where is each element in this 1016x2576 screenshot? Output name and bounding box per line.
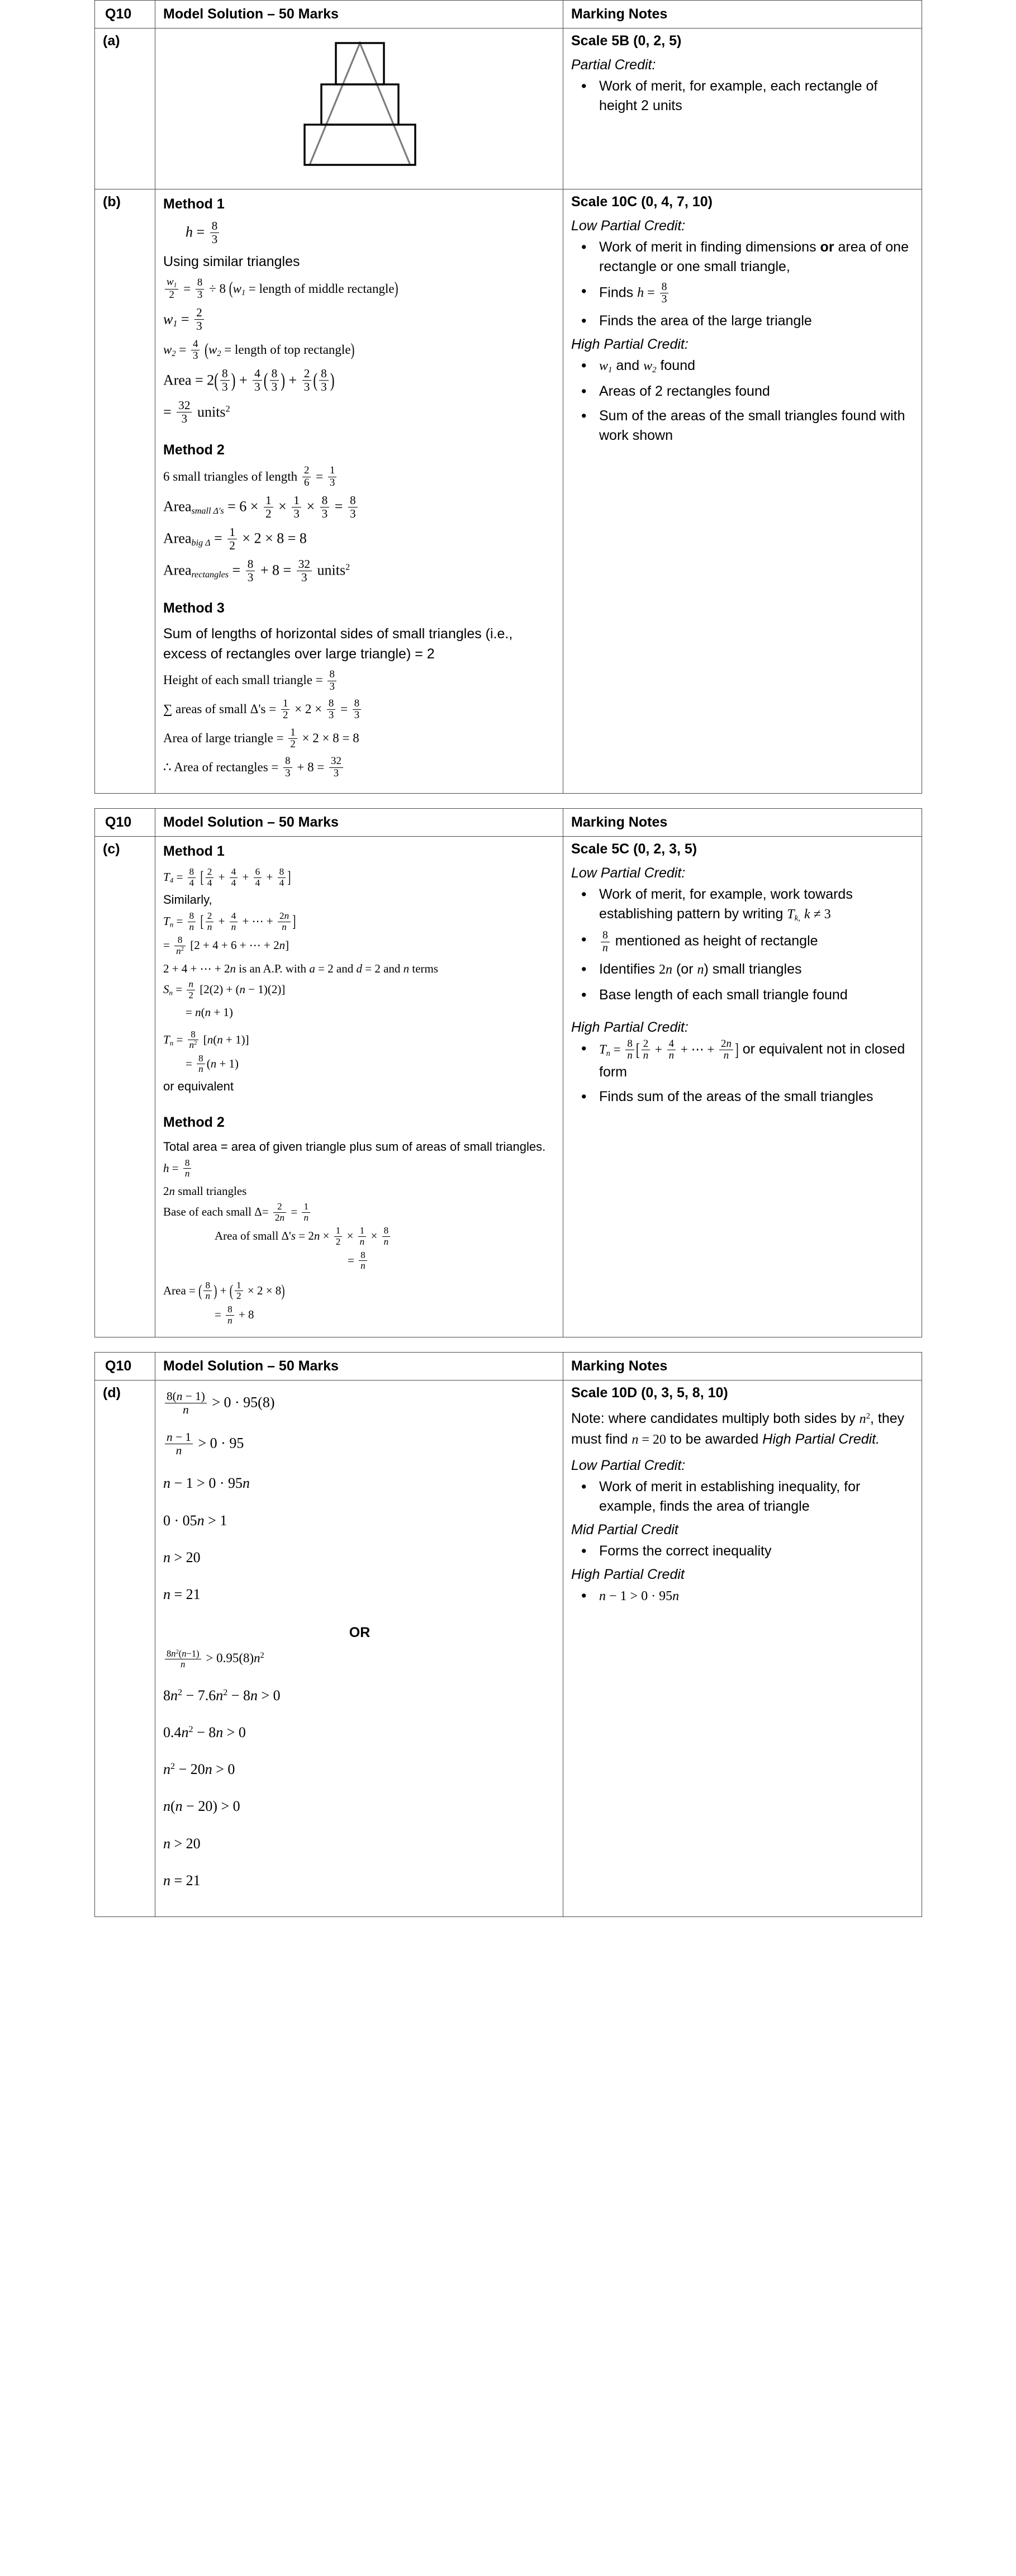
equation-area-rectangles-b: Area$_{rectangles}$ = $\frac{8}{3}$ + 8 = $\frac{32}{3}$ units$^2$ xyxy=(163,557,350,585)
equation-area-b: Area = 2( $\frac{8}{3}$ ) + $\frac{4}{3}$ ( $\frac{8}{3}$ ) + $\frac{2}{3}$ ( $\frac{8}{3}$ ) xyxy=(163,367,335,394)
equation-Sn-c: $S_n$ = $\frac{n}{2}$ [2(2) + (n − 1)(2)] xyxy=(163,979,286,1000)
equation-d-or5: n(n − 20) > 0 xyxy=(163,1798,240,1815)
part-label-c: (c) xyxy=(95,837,155,1337)
list-item: • Work of merit in establishing inequality, for example, finds the area of triangle xyxy=(598,1477,915,1516)
scale-label-a: Scale 5B (0, 2, 5) xyxy=(571,33,682,49)
equation-d-line1: $\frac{8(n - 1)}{n}$ > 0 · 95(8) xyxy=(163,1391,556,1417)
method3-height-b: Height of each small triangle = $\frac{8}{3}$ xyxy=(163,670,556,693)
method-1-heading-c: Method 1 xyxy=(163,843,225,860)
partial-credit-heading-a: Partial Credit: xyxy=(571,57,656,73)
equation-w2-value-b: $w_2$ = $\frac{4}{3}$ ($w_2$ = length of top rectangle) xyxy=(163,338,355,362)
notes-cell-b xyxy=(563,189,922,794)
low-partial-credit-heading-d: Low Partial Credit: xyxy=(571,1457,686,1473)
method-1-heading-b: Method 1 xyxy=(163,196,225,212)
equation-Tn-final-c: = $\frac{8}{n}$ (n + 1) xyxy=(186,1052,239,1075)
equation-h-b: h = $\frac{8}{3}$ xyxy=(163,220,556,246)
table-header-row-3 xyxy=(95,1353,922,1380)
equation-d-line5: n > 20 xyxy=(163,1549,201,1565)
high-partial-credit-heading-c: High Partial Credit: xyxy=(571,1019,689,1036)
list-item: • $T_n$ = $\frac{8}{n}$ [ $\frac{2}{n}$ + $\frac{4}{n}$ + ⋯ + $\frac{2n}{n}$ ] or equivalent not in closed form xyxy=(598,1039,915,1082)
list-item: • $\frac{8}{n}$ mentioned as height of rectangle xyxy=(598,930,915,955)
part-label-d: (d) xyxy=(95,1380,155,1917)
list-item: • Finds h = $\frac{8}{3}$ xyxy=(598,282,915,306)
header-question: Q10 xyxy=(95,1,155,29)
diagram-svg xyxy=(268,36,452,176)
equation-d-or7: n = 21 xyxy=(163,1872,201,1889)
method3-sum-areas-b: ∑ areas of small Δ's = $\frac{1}{2}$ × 2 × $\frac{8}{3}$ = $\frac{8}{3}$ xyxy=(163,699,556,722)
list-item: • Work of merit, for example, work towards establishing pattern by writing $T_{k,}$ k ≠ 3 xyxy=(598,885,915,925)
table-header-row xyxy=(95,1,922,29)
list-item: • Sum of the areas of the small triangles found with work shown xyxy=(598,406,915,445)
rectangle-bottom xyxy=(305,125,415,165)
method-2-heading-b: Method 2 xyxy=(163,442,225,458)
two-n-small-triangles-c: 2n small triangles xyxy=(163,1184,247,1198)
equation-d-or2: $8n^2 - 7.6n^2 - 8n > 0$ xyxy=(163,1687,281,1704)
method2-total-area-text-c: Total area = area of given triangle plus sum of areas of small triangles. xyxy=(163,1139,546,1154)
equation-Tn-closed-c: $T_n$ = $\frac{8}{n^2}$ [n(n + 1)] xyxy=(163,1028,249,1051)
note-paragraph-d: Note: where candidates multiply both sides by $n^2$, they must find n = 20 to be awarded High Partial Credit. xyxy=(571,1411,905,1448)
scale-label-c: Scale 5C (0, 2, 3, 5) xyxy=(571,841,697,857)
high-partial-credit-heading-d: High Partial Credit xyxy=(571,1566,685,1582)
equation-six-small-triangles-b: 6 small triangles of length $\frac{2}{6}$ = $\frac{1}{3}$ xyxy=(163,466,556,490)
row-part-b xyxy=(95,189,922,794)
mid-partial-credit-list-d xyxy=(571,1541,915,1561)
equation-d-line6: n = 21 xyxy=(163,1586,201,1603)
header-notes: Marking Notes xyxy=(563,1,922,29)
list-item: • Areas of 2 rectangles found xyxy=(598,382,915,401)
list-item: • $w_1$ and $w_2$ found xyxy=(598,356,915,377)
block-gap-1 xyxy=(94,794,922,808)
high-partial-credit-list-c xyxy=(571,1039,915,1107)
row-part-d xyxy=(95,1380,922,1917)
rectangle-middle xyxy=(321,84,398,125)
or-equivalent-text-c: or equivalent xyxy=(163,1079,234,1094)
notes-cell-c xyxy=(563,837,922,1337)
part-label-a: (a) xyxy=(95,29,155,189)
solution-cell-b xyxy=(155,189,563,794)
header-solution-2: Model Solution – 50 Marks xyxy=(155,809,563,837)
method-3-heading-b: Method 3 xyxy=(163,600,225,616)
scale-label-d: Scale 10D (0, 3, 5, 8, 10) xyxy=(571,1385,728,1401)
header-notes-2: Marking Notes xyxy=(563,809,922,837)
equation-d-line2: $\frac{n - 1}{n}$ > 0 · 95 xyxy=(163,1431,556,1458)
equation-area-result-b: = $\frac{32}{3}$ units$^2$ xyxy=(163,399,230,426)
solution-cell-c xyxy=(155,837,563,1337)
list-item: • Forms the correct inequality xyxy=(598,1541,915,1561)
equation-area-small-result-c: = $\frac{8}{n}$ xyxy=(163,1251,556,1272)
header-solution: Model Solution – 50 Marks xyxy=(155,1,563,29)
marking-table-block-2 xyxy=(94,808,922,1337)
high-partial-credit-list-d xyxy=(571,1586,915,1607)
high-partial-credit-list-b xyxy=(571,356,915,445)
list-item: • n − 1 > 0 · 95n xyxy=(598,1586,915,1607)
equation-w1-ratio-b: $\frac{w_1}{2}$ = $\frac{8}{3}$ ÷ 8 ($w_1$ = length of middle rectangle) xyxy=(163,278,556,302)
list-item: • Identifies 2n (or n) small triangles xyxy=(598,960,915,980)
partial-credit-list-a xyxy=(571,77,915,116)
ap-description-c: 2 + 4 + ⋯ + 2n is an A.P. with a = 2 and d = 2 and n terms xyxy=(163,961,439,975)
equation-h-c: h = $\frac{8}{n}$ xyxy=(163,1159,556,1180)
header-solution-3: Model Solution – 50 Marks xyxy=(155,1353,563,1380)
header-question-2: Q10 xyxy=(95,809,155,837)
equation-d-or3: $0.4n^2 - 8n > 0$ xyxy=(163,1724,246,1740)
notes-cell-a xyxy=(563,29,922,189)
solution-cell-a xyxy=(155,29,563,189)
notes-cell-d xyxy=(563,1380,922,1917)
mid-partial-credit-heading-d: Mid Partial Credit xyxy=(571,1521,678,1538)
equation-total-area-result-c: = $\frac{8}{n}$ + 8 xyxy=(215,1303,254,1326)
rectangle-top xyxy=(336,43,384,84)
high-partial-credit-heading-b: High Partial Credit: xyxy=(571,336,689,352)
row-part-c xyxy=(95,837,922,1337)
equation-d-or6: n > 20 xyxy=(163,1835,201,1852)
list-item: • Work of merit, for example, each rectangle of height 2 units xyxy=(598,77,915,116)
method3-line1-b: Sum of lengths of horizontal sides of small triangles (i.e., excess of rectangles over large triangle) = 2 xyxy=(163,626,513,662)
marking-table-block-1 xyxy=(94,0,922,794)
equation-T4-c: $T_4$ = $\frac{8}{4}$ [ $\frac{2}{4}$ + $\frac{4}{4}$ + $\frac{6}{4}$ + $\frac{8}{4}$ ] xyxy=(163,866,291,888)
low-partial-credit-list-d xyxy=(571,1477,915,1516)
part-label-b: (b) xyxy=(95,189,155,794)
equation-Tn-expand-c: = $\frac{8}{n^2}$ [2 + 4 + 6 + ⋯ + 2n] xyxy=(163,934,289,956)
list-item: • Work of merit in finding dimensions or area of one rectangle or one small triangle, xyxy=(598,238,915,277)
equation-total-area-c: Area = ( $\frac{8}{n}$ ) + ( $\frac{1}{2}$ × 2 × 8) xyxy=(163,1279,285,1302)
list-item: • Finds sum of the areas of the small triangles xyxy=(598,1087,915,1107)
method3-area-large-b: Area of large triangle = $\frac{1}{2}$ × 2 × 8 = 8 xyxy=(163,726,359,751)
method-2-heading-c: Method 2 xyxy=(163,1114,225,1130)
equation-d-or4: $n^2 - 20n > 0$ xyxy=(163,1761,235,1778)
row-part-a xyxy=(95,29,922,189)
equation-d-line3: n − 1 > 0 · 95n xyxy=(163,1475,250,1492)
header-notes-3: Marking Notes xyxy=(563,1353,922,1380)
or-divider-label-d: OR xyxy=(349,1625,371,1641)
low-partial-credit-heading-c: Low Partial Credit: xyxy=(571,865,686,881)
equation-d-or1: $\frac{8n^2(n-1)}{n}$ > $0.95(8)n^2$ xyxy=(163,1649,556,1669)
large-triangle-shape xyxy=(310,43,410,165)
equation-base-small-c: Base of each small Δ= $\frac{2}{2n}$ = $\frac{1}{n}$ xyxy=(163,1202,556,1223)
solution-cell-d xyxy=(155,1380,563,1917)
equation-Sn-result-c: = n(n + 1) xyxy=(186,1005,233,1019)
marking-table-block-3 xyxy=(94,1352,922,1917)
list-item: • Finds the area of the large triangle xyxy=(598,311,915,331)
low-partial-credit-list-c xyxy=(571,885,915,1005)
equation-d-line4: 0 · 05n > 1 xyxy=(163,1512,227,1529)
stacked-rectangles-triangle-diagram xyxy=(163,33,556,181)
table-header-row-2 xyxy=(95,809,922,837)
method3-area-rectangles-b: ∴ Area of rectangles = $\frac{8}{3}$ + 8 = $\frac{32}{3}$ xyxy=(163,757,556,780)
low-partial-credit-list-b xyxy=(571,238,915,331)
note-paragraph-emphasis-d: High Partial Credit. xyxy=(762,1431,880,1448)
equation-area-small-b: Area$_{small \Delta's}$ = 6 × $\frac{1}{2}$ × $\frac{1}{3}$ × $\frac{8}{3}$ = $\frac{8}{3}$ xyxy=(163,495,556,521)
equation-w1-value-b: $w_1$ = $\frac{2}{3}$ xyxy=(163,307,556,334)
low-partial-credit-heading-b: Low Partial Credit: xyxy=(571,218,686,234)
equation-area-big-b: Area$_{big \Delta}$ = $\frac{1}{2}$ × 2 × 8 = 8 xyxy=(163,525,307,553)
header-question-3: Q10 xyxy=(95,1353,155,1380)
block-gap-2 xyxy=(94,1337,922,1352)
equation-Tn-c: $T_n$ = $\frac{8}{n}$ [ $\frac{2}{n}$ + $\frac{4}{n}$ + ⋯ + $\frac{2n}{n}$ ] xyxy=(163,910,296,932)
equation-area-small-c: Area of small Δ's = 2n × $\frac{1}{2}$ × $\frac{1}{n}$ × $\frac{8}{n}$ xyxy=(163,1226,556,1247)
similar-triangles-text-b: Using similar triangles xyxy=(163,254,300,270)
list-item: • Base length of each small triangle found xyxy=(598,985,915,1005)
similarly-text-c: Similarly, xyxy=(163,893,212,907)
marking-scheme-sheet xyxy=(94,0,922,1917)
scale-label-b: Scale 10C (0, 4, 7, 10) xyxy=(571,194,713,210)
